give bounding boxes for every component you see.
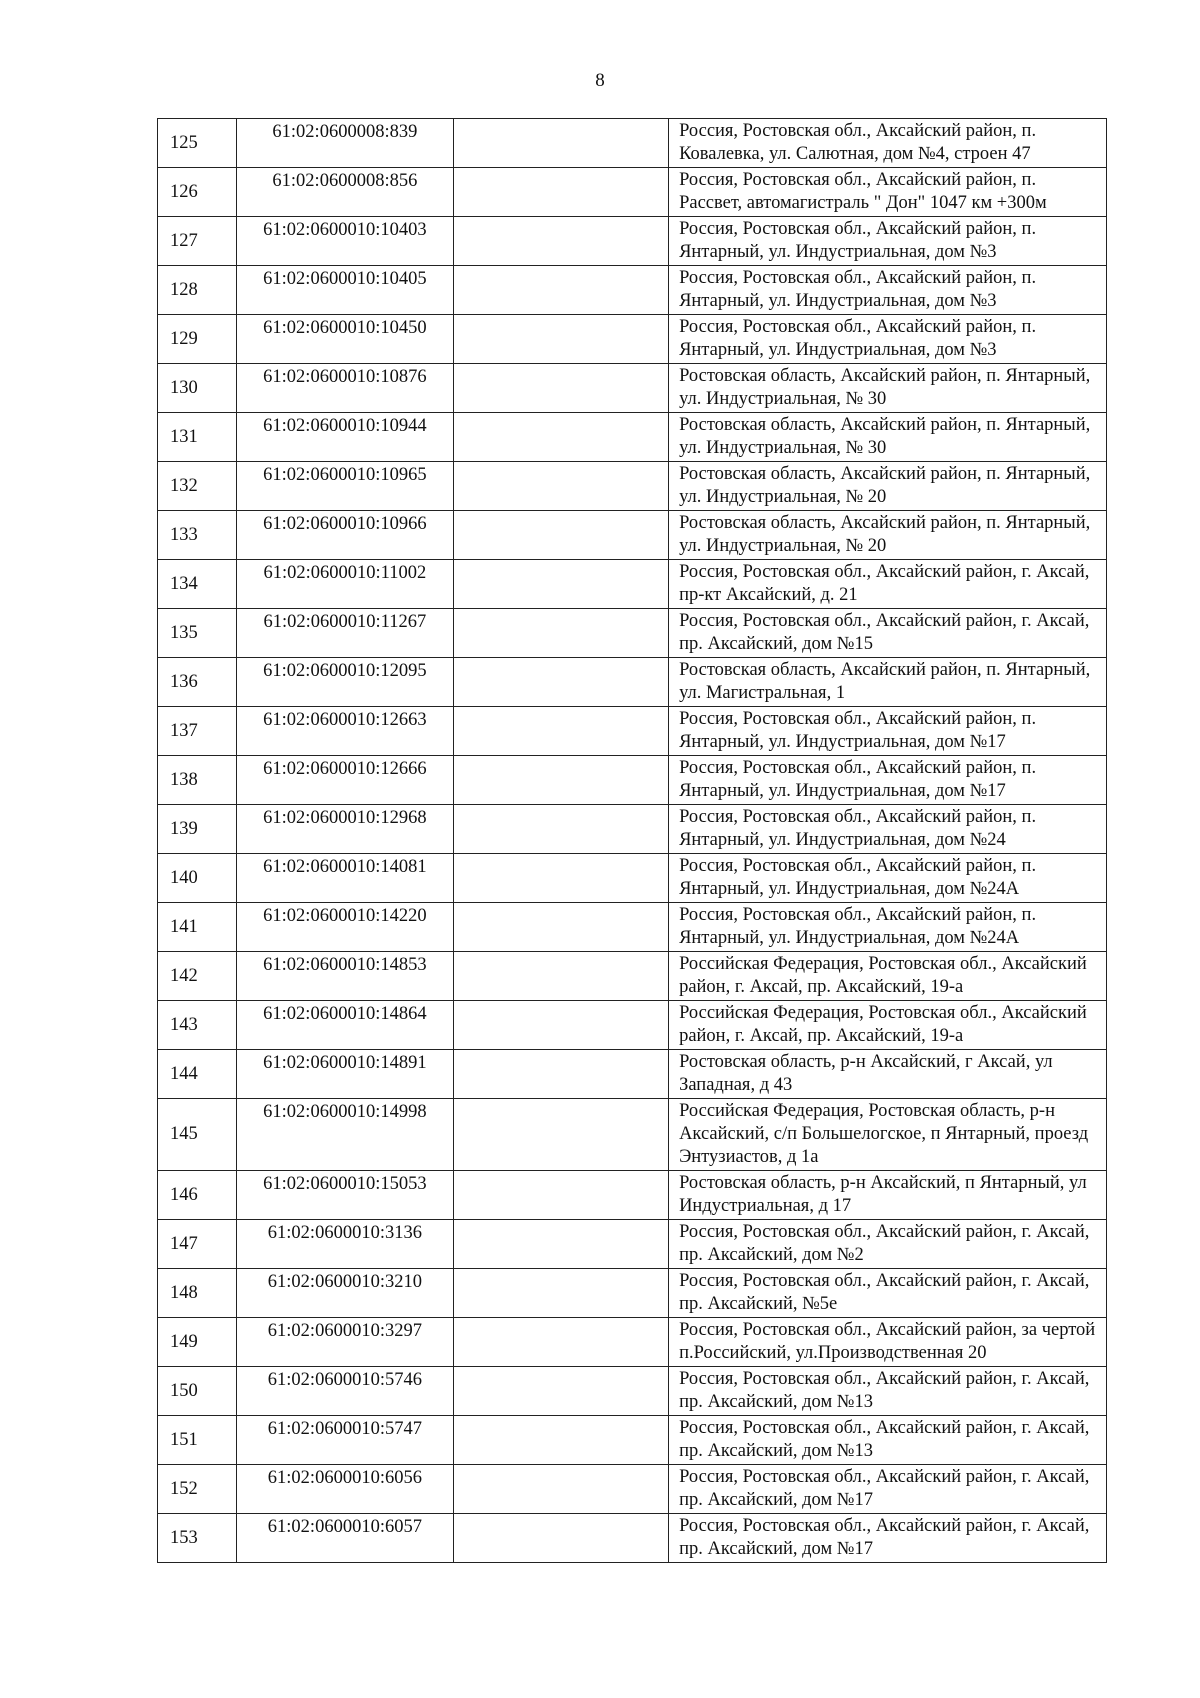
empty-cell	[453, 658, 668, 707]
row-number-cell: 131	[158, 413, 237, 462]
address-cell: Ростовская область, Аксайский район, п. Янтарный, ул. Магистральная, 1	[669, 658, 1107, 707]
address-cell: Россия, Ростовская обл., Аксайский район, г. Аксай, пр. Аксайский, дом №2	[669, 1220, 1107, 1269]
empty-cell	[453, 1367, 668, 1416]
cadastral-number-cell: 61:02:0600010:14081	[237, 854, 453, 903]
cadastral-number-cell: 61:02:0600010:14853	[237, 952, 453, 1001]
empty-cell	[453, 1171, 668, 1220]
row-number-cell: 138	[158, 756, 237, 805]
row-number-cell: 128	[158, 266, 237, 315]
table-row	[158, 1001, 1107, 1050]
row-number-cell: 147	[158, 1220, 237, 1269]
cadastral-number-cell: 61:02:0600010:10405	[237, 266, 453, 315]
table-row	[158, 217, 1107, 266]
table-row	[158, 805, 1107, 854]
cadastral-number-cell: 61:02:0600010:10876	[237, 364, 453, 413]
cadastral-number-cell: 61:02:0600010:14220	[237, 903, 453, 952]
address-cell: Россия, Ростовская обл., Аксайский район, п. Янтарный, ул. Индустриальная, дом №17	[669, 707, 1107, 756]
address-cell: Ростовская область, р-н Аксайский, г Аксай, ул Западная, д 43	[669, 1050, 1107, 1099]
table-row	[158, 462, 1107, 511]
cadastral-number-cell: 61:02:0600010:14864	[237, 1001, 453, 1050]
address-cell: Ростовская область, Аксайский район, п. Янтарный, ул. Индустриальная, № 30	[669, 413, 1107, 462]
address-cell: Россия, Ростовская обл., Аксайский район, г. Аксай, пр. Аксайский, дом №17	[669, 1465, 1107, 1514]
empty-cell	[453, 413, 668, 462]
cadastral-number-cell: 61:02:0600010:12095	[237, 658, 453, 707]
row-number-cell: 146	[158, 1171, 237, 1220]
address-cell: Россия, Ростовская обл., Аксайский район, г. Аксай, пр. Аксайский, дом №13	[669, 1416, 1107, 1465]
table-row	[158, 1514, 1107, 1563]
empty-cell	[453, 1269, 668, 1318]
address-cell: Российская Федерация, Ростовская область, р-н Аксайский, с/п Большелогское, п Янтарный, проезд Энтузиастов, д 1а	[669, 1099, 1107, 1171]
address-cell: Россия, Ростовская обл., Аксайский район, г. Аксай, пр. Аксайский, дом №15	[669, 609, 1107, 658]
address-cell: Россия, Ростовская обл., Аксайский район, п. Ковалевка, ул. Салютная, дом №4, строен 47	[669, 119, 1107, 168]
row-number-cell: 153	[158, 1514, 237, 1563]
cadastral-number-cell: 61:02:0600010:10965	[237, 462, 453, 511]
address-cell: Россия, Ростовская обл., Аксайский район, г. Аксай, пр. Аксайский, №5е	[669, 1269, 1107, 1318]
table-row	[158, 1465, 1107, 1514]
empty-cell	[453, 805, 668, 854]
empty-cell	[453, 1001, 668, 1050]
empty-cell	[453, 364, 668, 413]
address-cell: Россия, Ростовская обл., Аксайский район, п. Рассвет, автомагистраль " Дон" 1047 км +300м	[669, 168, 1107, 217]
row-number-cell: 144	[158, 1050, 237, 1099]
empty-cell	[453, 1318, 668, 1367]
cadastral-number-cell: 61:02:0600010:5747	[237, 1416, 453, 1465]
row-number-cell: 125	[158, 119, 237, 168]
registry-rows	[158, 119, 1107, 1563]
cadastral-number-cell: 61:02:0600010:10944	[237, 413, 453, 462]
table-row	[158, 854, 1107, 903]
empty-cell	[453, 266, 668, 315]
address-cell: Россия, Ростовская обл., Аксайский район, п. Янтарный, ул. Индустриальная, дом №24А	[669, 903, 1107, 952]
empty-cell	[453, 1099, 668, 1171]
cadastral-number-cell: 61:02:0600010:10450	[237, 315, 453, 364]
empty-cell	[453, 1465, 668, 1514]
cadastral-number-cell: 61:02:0600010:12666	[237, 756, 453, 805]
address-cell: Россия, Ростовская обл., Аксайский район, за чертой п.Российский, ул.Производственная 20	[669, 1318, 1107, 1367]
table-row	[158, 560, 1107, 609]
cadastral-number-cell: 61:02:0600010:3297	[237, 1318, 453, 1367]
cadastral-number-cell: 61:02:0600010:11002	[237, 560, 453, 609]
empty-cell	[453, 1050, 668, 1099]
empty-cell	[453, 119, 668, 168]
cadastral-number-cell: 61:02:0600008:856	[237, 168, 453, 217]
row-number-cell: 136	[158, 658, 237, 707]
table-row	[158, 707, 1107, 756]
row-number-cell: 133	[158, 511, 237, 560]
address-cell: Ростовская область, Аксайский район, п. Янтарный, ул. Индустриальная, № 30	[669, 364, 1107, 413]
empty-cell	[453, 560, 668, 609]
cadastral-number-cell: 61:02:0600010:12663	[237, 707, 453, 756]
cadastral-number-cell: 61:02:0600010:11267	[237, 609, 453, 658]
row-number-cell: 137	[158, 707, 237, 756]
row-number-cell: 143	[158, 1001, 237, 1050]
address-cell: Россия, Ростовская обл., Аксайский район, п. Янтарный, ул. Индустриальная, дом №3	[669, 217, 1107, 266]
empty-cell	[453, 903, 668, 952]
row-number-cell: 134	[158, 560, 237, 609]
address-cell: Россия, Ростовская обл., Аксайский район, п. Янтарный, ул. Индустриальная, дом №24	[669, 805, 1107, 854]
row-number-cell: 139	[158, 805, 237, 854]
row-number-cell: 149	[158, 1318, 237, 1367]
empty-cell	[453, 315, 668, 364]
cadastral-number-cell: 61:02:0600010:6056	[237, 1465, 453, 1514]
row-number-cell: 129	[158, 315, 237, 364]
table-row	[158, 1171, 1107, 1220]
row-number-cell: 132	[158, 462, 237, 511]
empty-cell	[453, 1416, 668, 1465]
address-cell: Россия, Ростовская обл., Аксайский район, г. Аксай, пр. Аксайский, дом №13	[669, 1367, 1107, 1416]
registry-table	[157, 118, 1107, 1563]
cadastral-number-cell: 61:02:0600008:839	[237, 119, 453, 168]
row-number-cell: 152	[158, 1465, 237, 1514]
address-cell: Российская Федерация, Ростовская обл., Аксайский район, г. Аксай, пр. Аксайский, 19-а	[669, 1001, 1107, 1050]
cadastral-number-cell: 61:02:0600010:10403	[237, 217, 453, 266]
table-row	[158, 903, 1107, 952]
empty-cell	[453, 1514, 668, 1563]
cadastral-number-cell: 61:02:0600010:14998	[237, 1099, 453, 1171]
table-row	[158, 119, 1107, 168]
row-number-cell: 141	[158, 903, 237, 952]
empty-cell	[453, 609, 668, 658]
table-row	[158, 413, 1107, 462]
table-row	[158, 658, 1107, 707]
table-row	[158, 1416, 1107, 1465]
empty-cell	[453, 952, 668, 1001]
address-cell: Россия, Ростовская обл., Аксайский район, г. Аксай, пр-кт Аксайский, д. 21	[669, 560, 1107, 609]
address-cell: Россия, Ростовская обл., Аксайский район, п. Янтарный, ул. Индустриальная, дом №24А	[669, 854, 1107, 903]
page-number: 8	[595, 70, 605, 91]
table-row	[158, 315, 1107, 364]
table-row	[158, 952, 1107, 1001]
row-number-cell: 148	[158, 1269, 237, 1318]
table-row	[158, 609, 1107, 658]
table-row	[158, 364, 1107, 413]
table-row	[158, 1269, 1107, 1318]
table-row	[158, 1367, 1107, 1416]
cadastral-number-cell: 61:02:0600010:12968	[237, 805, 453, 854]
address-cell: Российская Федерация, Ростовская обл., Аксайский район, г. Аксай, пр. Аксайский, 19-а	[669, 952, 1107, 1001]
empty-cell	[453, 462, 668, 511]
address-cell: Ростовская область, Аксайский район, п. Янтарный, ул. Индустриальная, № 20	[669, 511, 1107, 560]
row-number-cell: 151	[158, 1416, 237, 1465]
cadastral-number-cell: 61:02:0600010:10966	[237, 511, 453, 560]
empty-cell	[453, 217, 668, 266]
address-cell: Ростовская область, р-н Аксайский, п Янтарный, ул Индустриальная, д 17	[669, 1171, 1107, 1220]
row-number-cell: 130	[158, 364, 237, 413]
address-cell: Ростовская область, Аксайский район, п. Янтарный, ул. Индустриальная, № 20	[669, 462, 1107, 511]
empty-cell	[453, 1220, 668, 1269]
row-number-cell: 126	[158, 168, 237, 217]
cadastral-number-cell: 61:02:0600010:5746	[237, 1367, 453, 1416]
address-cell: Россия, Ростовская обл., Аксайский район, п. Янтарный, ул. Индустриальная, дом №17	[669, 756, 1107, 805]
cadastral-number-cell: 61:02:0600010:14891	[237, 1050, 453, 1099]
row-number-cell: 140	[158, 854, 237, 903]
table-row	[158, 1099, 1107, 1171]
row-number-cell: 135	[158, 609, 237, 658]
empty-cell	[453, 756, 668, 805]
row-number-cell: 150	[158, 1367, 237, 1416]
table-row	[158, 266, 1107, 315]
empty-cell	[453, 854, 668, 903]
empty-cell	[453, 511, 668, 560]
address-cell: Россия, Ростовская обл., Аксайский район, п. Янтарный, ул. Индустриальная, дом №3	[669, 266, 1107, 315]
table-row	[158, 511, 1107, 560]
cadastral-number-cell: 61:02:0600010:3136	[237, 1220, 453, 1269]
cadastral-number-cell: 61:02:0600010:15053	[237, 1171, 453, 1220]
cadastral-number-cell: 61:02:0600010:6057	[237, 1514, 453, 1563]
table-row	[158, 756, 1107, 805]
address-cell: Россия, Ростовская обл., Аксайский район, г. Аксай, пр. Аксайский, дом №17	[669, 1514, 1107, 1563]
empty-cell	[453, 168, 668, 217]
cadastral-number-cell: 61:02:0600010:3210	[237, 1269, 453, 1318]
row-number-cell: 127	[158, 217, 237, 266]
table-row	[158, 1318, 1107, 1367]
table-row	[158, 168, 1107, 217]
row-number-cell: 145	[158, 1099, 237, 1171]
address-cell: Россия, Ростовская обл., Аксайский район, п. Янтарный, ул. Индустриальная, дом №3	[669, 315, 1107, 364]
table-row	[158, 1220, 1107, 1269]
row-number-cell: 142	[158, 952, 237, 1001]
empty-cell	[453, 707, 668, 756]
table-row	[158, 1050, 1107, 1099]
